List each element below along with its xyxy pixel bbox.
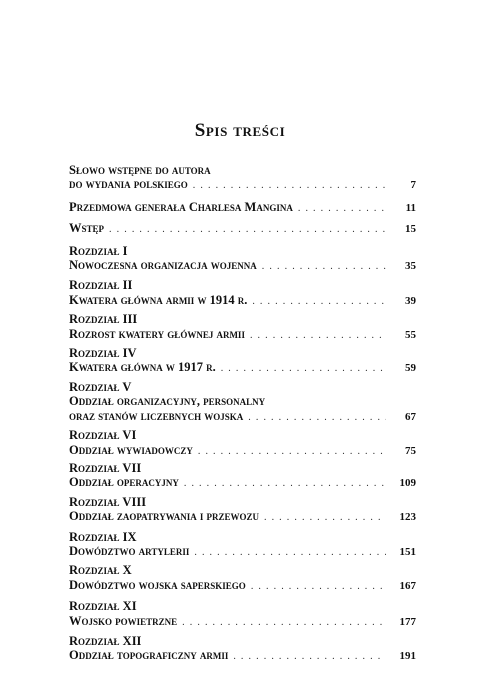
dot-leader xyxy=(250,329,386,343)
toc-entry-title: Nowoczesna organizacja wojenna xyxy=(69,258,257,273)
toc-entry-heading: Rozdział X xyxy=(69,563,132,578)
dot-leader xyxy=(233,650,386,664)
dot-leader xyxy=(262,260,386,274)
toc-entry-row xyxy=(69,360,416,376)
toc-entry xyxy=(69,495,416,526)
toc-entry-heading: Rozdział IV xyxy=(69,346,137,361)
table-of-contents xyxy=(69,163,416,665)
toc-entry-row xyxy=(69,475,416,491)
toc-entry-heading: Rozdział VI xyxy=(69,428,137,443)
toc-entry xyxy=(69,221,416,237)
toc-entry-title: Przedmowa generała Charlesa Mangina xyxy=(69,199,293,214)
toc-entry-heading: Rozdział VII xyxy=(69,460,142,475)
toc-page-number: 55 xyxy=(405,328,416,341)
toc-entry-title: Wojsko powietrzne xyxy=(69,613,178,628)
toc-page-number: 59 xyxy=(405,362,416,375)
toc-page-number: 15 xyxy=(405,223,416,236)
toc-entry-heading: Rozdział I xyxy=(69,243,128,258)
toc-entry-title: Dowództwo artylerii xyxy=(69,543,190,558)
toc-entry-title: Kwatera główna w 1917 r. xyxy=(69,360,216,375)
toc-entry-row xyxy=(69,221,416,237)
toc-entry-row xyxy=(69,177,416,193)
page-title: Spis treści xyxy=(194,120,286,141)
toc-entry xyxy=(69,244,416,275)
toc-entry-heading: Słowo wstępne do autora xyxy=(69,163,211,177)
toc-entry-title: Wstęp xyxy=(69,221,105,236)
dot-leader xyxy=(252,295,386,309)
dot-leader xyxy=(182,616,386,630)
toc-entry xyxy=(69,563,416,594)
toc-page-number: 109 xyxy=(399,477,416,490)
toc-entry xyxy=(69,461,416,492)
toc-entry-title: Kwatera główna armii w 1914 r. xyxy=(69,292,248,307)
toc-entry-row xyxy=(69,648,416,664)
dot-leader xyxy=(251,580,386,594)
dot-leader xyxy=(109,223,386,237)
toc-entry-heading: Rozdział VIII xyxy=(69,494,147,509)
dot-leader xyxy=(184,477,386,491)
toc-page-number: 67 xyxy=(405,410,416,423)
dot-leader xyxy=(193,179,386,193)
toc-entry-row xyxy=(69,200,416,216)
dot-leader xyxy=(221,362,386,376)
toc-entry-row xyxy=(69,293,416,309)
toc-page-number: 177 xyxy=(399,615,416,628)
toc-entry-row xyxy=(69,443,416,459)
toc-page-number: 123 xyxy=(399,511,416,524)
toc-entry-title: Oddział operacyjny xyxy=(69,475,179,490)
toc-entry xyxy=(69,200,416,216)
toc-entry-title: Oddział topograficzny armii xyxy=(69,648,229,663)
toc-page-number: 35 xyxy=(405,260,416,273)
toc-page-number: 167 xyxy=(399,579,416,592)
toc-entry-title: Oddział zaopatrywania i przewozu xyxy=(69,509,259,524)
toc-entry xyxy=(69,530,416,561)
toc-entry-title: Rozrost kwatery głównej armii xyxy=(69,326,245,341)
toc-page-number: 11 xyxy=(405,201,416,214)
toc-page-number: 7 xyxy=(410,179,416,192)
toc-entry-row xyxy=(69,544,416,560)
toc-entry-row xyxy=(69,614,416,630)
toc-entry xyxy=(69,346,416,377)
toc-page-number: 191 xyxy=(399,650,416,663)
toc-entry-row xyxy=(69,578,416,594)
toc-entry-title: Dowództwo wojska saperskiego xyxy=(69,577,246,592)
toc-entry-heading: Rozdział XI xyxy=(69,599,137,614)
toc-entry-row xyxy=(69,258,416,274)
toc-entry xyxy=(69,599,416,630)
toc-entry-title: do wydania polskiego xyxy=(69,177,188,192)
dot-leader xyxy=(194,546,386,560)
toc-entry xyxy=(69,163,416,194)
toc-entry xyxy=(69,380,416,425)
toc-entry xyxy=(69,634,416,665)
toc-entry xyxy=(69,278,416,309)
toc-page-number: 39 xyxy=(405,294,416,307)
toc-entry-title: oraz stanów liczebnych wojska xyxy=(69,408,244,423)
dot-leader xyxy=(264,511,386,525)
toc-entry xyxy=(69,428,416,459)
dot-leader xyxy=(298,202,386,216)
dot-leader xyxy=(248,411,386,425)
toc-entry-row xyxy=(69,327,416,343)
toc-entry-heading: Rozdział XII xyxy=(69,633,142,648)
toc-page-number: 75 xyxy=(405,444,416,457)
toc-page-number: 151 xyxy=(399,545,416,558)
toc-entry-title: Oddział wywiadowczy xyxy=(69,442,193,457)
toc-entry-row xyxy=(69,509,416,525)
toc-entry-heading: Rozdział IX xyxy=(69,529,137,544)
toc-entry-heading: Rozdział II xyxy=(69,278,133,293)
toc-entry-heading: Rozdział V xyxy=(69,379,132,394)
toc-entry-heading: Rozdział III xyxy=(69,312,138,327)
toc-entry xyxy=(69,312,416,343)
dot-leader xyxy=(198,445,386,459)
toc-entry-heading: Oddział organizacyjny, personalny xyxy=(69,394,266,409)
toc-entry-row xyxy=(69,409,416,425)
